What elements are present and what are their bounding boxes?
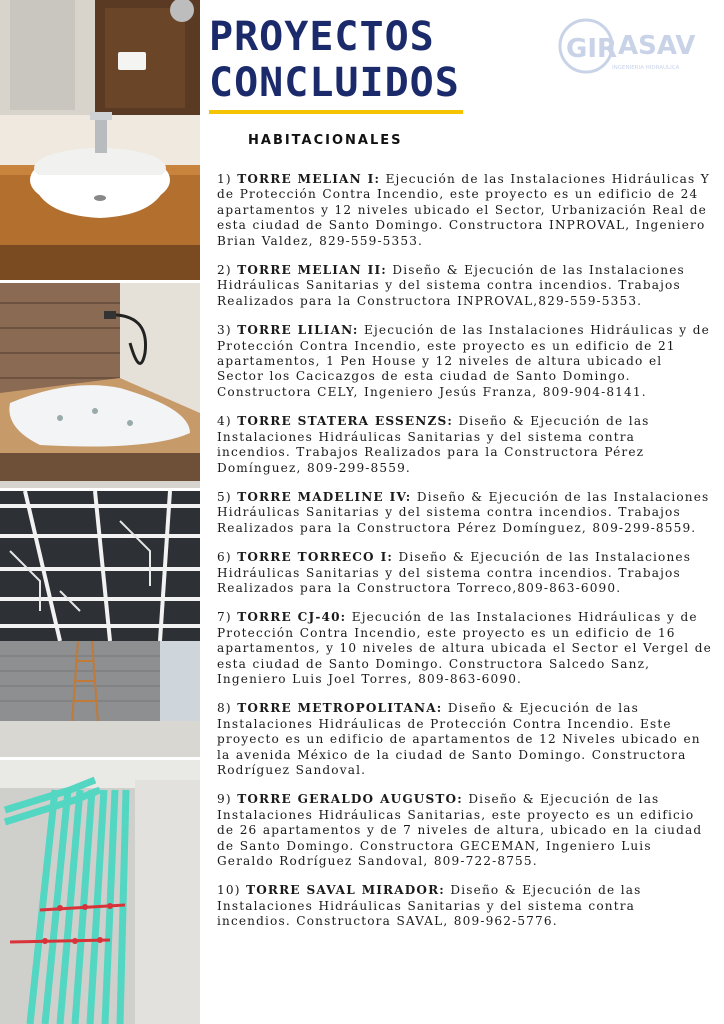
project-name: TORRE SAVAL MIRADOR:	[246, 883, 445, 898]
project-item	[217, 323, 713, 400]
project-description: Diseño & Ejecución de las Instalaciones Hidráulicas Sanitarias y del sistema contra incendios. Constructora SAVAL, 809-962-5776.	[217, 883, 642, 929]
project-item	[217, 172, 713, 249]
project-item	[217, 490, 713, 536]
logo-tagline: INGENIERIA HIDRAULICA	[612, 65, 680, 71]
project-number: 9)	[217, 792, 232, 807]
project-description: Diseño & Ejecución de las Instalaciones Hidráulicas Sanitarias y del sistema contra incendios. Trabajos Realizados para la Constructora Torreco,809-863-6090.	[217, 550, 692, 595]
project-number: 8)	[217, 701, 232, 716]
project-description: Diseño & Ejecución de las Instalaciones Hidráulicas Sanitarias y del sistema contra incendios. Trabajos Realizados para la Constructora Pérez Domínguez, 809-299-8559.	[217, 414, 650, 475]
project-number: 4)	[217, 414, 232, 429]
title-underline	[209, 110, 463, 114]
logo-initials: GIR	[566, 34, 618, 64]
project-name: TORRE METROPOLITANA:	[237, 701, 443, 716]
bathroom-sink-photo	[0, 0, 200, 280]
project-name: TORRE MELIAN II:	[237, 263, 387, 278]
jacuzzi-tub-photo	[0, 283, 200, 488]
project-name: TORRE LILIAN:	[237, 323, 359, 338]
project-number: 5)	[217, 489, 232, 504]
project-number: 7)	[217, 610, 232, 625]
project-number: 3)	[217, 323, 232, 338]
project-item	[217, 263, 713, 309]
project-item	[217, 792, 713, 869]
project-item	[217, 610, 713, 687]
project-name: TORRE CJ-40:	[237, 610, 347, 625]
title-line-1: PROYECTOS	[209, 14, 435, 60]
project-name: TORRE STATERA ESSENZS:	[237, 414, 453, 429]
project-item	[217, 883, 713, 929]
ceiling-pipes-photo	[0, 491, 200, 757]
project-name: TORRE GERALDO AUGUSTO:	[237, 792, 463, 807]
section-heading: HABITACIONALES	[248, 133, 403, 148]
project-description: Diseño & Ejecución de las Instalaciones Hidráulicas Sanitarias y del sistema contra incendios. Trabajos Realizados para la Constructora INPROVAL,829-559-5353.	[217, 263, 685, 308]
project-name: TORRE TORRECO I:	[237, 550, 394, 565]
project-item	[217, 701, 713, 778]
green-pipes-photo	[0, 760, 200, 1024]
company-logo	[558, 14, 703, 78]
project-description: Diseño & Ejecución de las Instalaciones Hidráulicas Sanitarias y del sistema contra incendios. Trabajos Realizados para la Constructora Pérez Domínguez, 809-299-8559.	[217, 489, 710, 535]
project-list	[217, 172, 713, 944]
title-line-2: CONCLUIDOS	[209, 60, 460, 106]
page-title	[209, 14, 460, 106]
project-item	[217, 414, 713, 476]
project-description: Ejecución de las Instalaciones Hidráulicas y de Protección Contra Incendio, este proyecto es un edificio de 16 apartamentos, y 10 niveles de altura ubicada el Sector el Vergel de esta ciudad de Santo Domingo. Constructora Salcedo Sanz, Ingeniero Luis Joel Torres, 809-863-6090.	[217, 610, 712, 686]
project-description: Diseño & Ejecución de las Instalaciones Hidráulicas Sanitarias, este proyecto es un edificio de 26 apartamentos y de 7 niveles de altura, ubicado en la ciudad de Santo Domingo. Constructora GECEMAN, Ingeniero Luis Geraldo Rodríguez Sandoval, 809-722-8755.	[217, 792, 703, 869]
project-description: Diseño & Ejecución de las Instalaciones Hidráulicas de Protección Contra Incendio. Este proyecto es un edificio de apartamentos de 12 Niveles ubicado en la avenida México de la ciudad de Santo Domingo. Constructora Rodríguez Sandoval.	[217, 701, 701, 777]
project-item	[217, 550, 713, 596]
logo-name: ASAV	[618, 31, 696, 61]
project-number: 6)	[217, 550, 232, 565]
project-number: 1)	[217, 172, 232, 186]
project-description: Ejecución de las Instalaciones Hidráulicas Y de Protección Contra Incendio, este proyecto es un edificio de 24 apartamentos y 12 niveles ubicado el Sector, Urbanización Real de esta ciudad de Santo Domingo. Constructora INPROVAL, Ingeniero Brian Valdez, 829-559-5353.	[217, 172, 710, 248]
project-number: 2)	[217, 263, 232, 278]
project-name: TORRE MADELINE IV:	[237, 489, 412, 504]
project-name: TORRE MELIAN I:	[237, 172, 381, 186]
project-description: Ejecución de las Instalaciones Hidráulicas y de Protección Contra Incendio, este proyecto es un edificio de 21 apartamentos, 1 Pen House y 12 niveles de altura ubicado el Sector los Cacicazgos de esta ciudad de Santo Domingo. Constructora CELY, Ingeniero Jesús Franza, 809-904-8141.	[217, 323, 710, 399]
project-number: 10)	[217, 883, 241, 898]
